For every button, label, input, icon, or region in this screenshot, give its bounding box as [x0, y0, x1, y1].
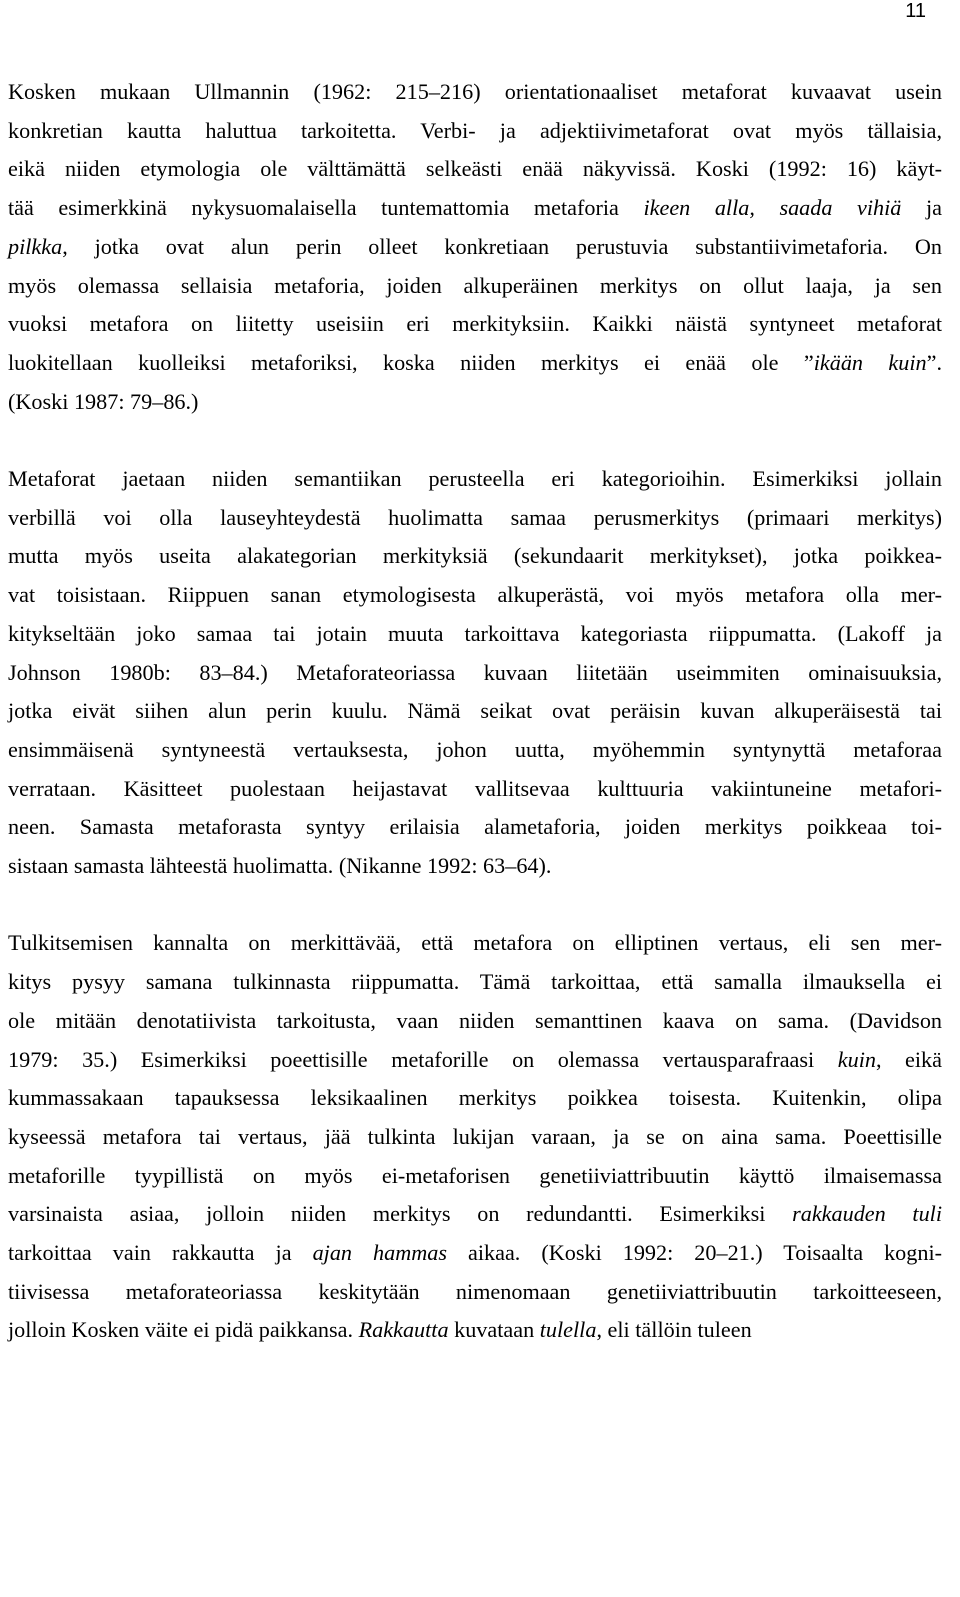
text-segment: luokitellaan kuolleiksi metaforiksi, koska niiden merkitys ei enää ole ” — [8, 349, 814, 375]
text-segment: vuoksi metafora on liitetty useisiin eri merkityksiin. Kaikki näistä syntyneet metaforat — [8, 311, 942, 337]
text-line — [8, 344, 942, 383]
text-line — [8, 383, 942, 422]
italic-term: Rakkautta — [358, 1317, 449, 1343]
text-segment: Metaforat jaetaan niiden semantiikan perusteella eri kategorioihin. Esimerkiksi jollain — [8, 466, 942, 492]
text-segment: (Koski 1987: 79–86.) — [8, 388, 199, 414]
text-line — [8, 1079, 942, 1118]
text-segment: ”. — [926, 349, 942, 375]
page-number: 11 — [905, 0, 926, 22]
text-segment: Johnson 1980b: 83–84.) Metaforateoriassa kuvaan liitetään useimmiten ominaisuuksia, — [8, 659, 942, 685]
paragraph — [8, 460, 942, 886]
paragraph — [8, 924, 942, 1350]
text-line — [8, 150, 942, 189]
text-line — [8, 731, 942, 770]
text-segment: , eli tällöin tuleen — [596, 1317, 752, 1343]
text-line — [8, 615, 942, 654]
text-line — [8, 112, 942, 151]
text-line — [8, 1157, 942, 1196]
text-line — [8, 1195, 942, 1234]
text-segment: ole mitään denotatiivista tarkoitusta, vaan niiden semanttinen kaava on sama. (Davidson — [8, 1007, 942, 1033]
text-line — [8, 499, 942, 538]
text-segment: jotka eivät siihen alun perin kuulu. Nämä seikat ovat peräisin kuvan alkuperäisestä tai — [8, 698, 942, 724]
text-line — [8, 808, 942, 847]
text-segment: tää esimerkkinä nykysuomalaisella tuntemattomia metaforia — [8, 195, 644, 221]
text-segment: Tulkitsemisen kannalta on merkittävää, että metafora on elliptinen vertaus, eli sen mer- — [8, 930, 942, 956]
text-segment: myös olemassa sellaisia metaforia, joiden alkuperäinen merkitys on ollut laaja, ja sen — [8, 272, 942, 298]
text-line — [8, 770, 942, 809]
text-segment: kuvataan — [448, 1317, 540, 1343]
text-line — [8, 460, 942, 499]
text-segment: eikä niiden etymologia ole välttämättä selkeästi enää näkyvissä. Koski (1992: 16) käyt- — [8, 156, 942, 182]
italic-term: kuin — [837, 1046, 876, 1072]
text-line — [8, 847, 942, 886]
text-segment: kitys pysyy samana tulkinnasta riippumatta. Tämä tarkoittaa, että samalla ilmauksella ei — [8, 969, 942, 995]
text-segment: aikaa. (Koski 1992: 20–21.) Toisaalta kogni- — [446, 1240, 942, 1266]
text-segment: ensimmäisenä syntyneestä vertauksesta, johon uutta, myöhemmin syntynyttä metaforaa — [8, 736, 942, 762]
text-line — [8, 692, 942, 731]
text-segment: verrataan. Käsitteet puolestaan heijastavat vallitsevaa kulttuuria vakiintuneine metafori- — [8, 775, 942, 801]
text-line — [8, 654, 942, 693]
text-segment: ja — [901, 195, 942, 221]
text-segment: vat toisistaan. Riippuen sanan etymologisesta alkuperästä, voi myös metafora olla mer- — [8, 582, 943, 608]
text-segment: 1979: 35.) Esimerkiksi poeettisille metaforille on olemassa vertausparafraasi — [8, 1046, 838, 1072]
text-segment: metaforille tyypillistä on myös ei-metaforisen genetiiviattribuutin käyttö ilmaisemassa — [8, 1162, 942, 1188]
text-segment: kyseessä metafora tai vertaus, jää tulkinta lukijan varaan, ja se on aina sama. Poeettisille — [8, 1123, 942, 1149]
text-segment: sistaan samasta lähteestä huolimatta. (Nikanne 1992: 63–64). — [8, 853, 552, 879]
paragraph — [8, 73, 942, 421]
italic-term: ikään kuin — [813, 349, 927, 375]
text-line — [8, 267, 942, 306]
text-segment: , jotka ovat alun perin olleet konkretiaan perustuvia substantiivimetaforia. On — [62, 233, 942, 259]
text-segment: verbillä voi olla lauseyhteydestä huolimatta samaa perusmerkitys (primaari merkitys) — [8, 504, 943, 530]
text-segment: kummassakaan tapauksessa leksikaalinen merkitys poikkea toisesta. Kuitenkin, olipa — [8, 1085, 942, 1111]
text-line — [8, 576, 942, 615]
text-segment: , eikä — [875, 1046, 942, 1072]
text-segment: neen. Samasta metaforasta syntyy erilaisia alametaforia, joiden merkitys poikkeaa toi- — [8, 814, 942, 840]
text-segment: tarkoittaa vain rakkautta ja — [8, 1240, 313, 1266]
italic-term: tulella — [539, 1317, 597, 1343]
text-line — [8, 73, 942, 112]
text-line — [8, 305, 942, 344]
italic-term: ajan hammas — [312, 1240, 447, 1266]
text-line — [8, 1234, 942, 1273]
text-segment: Kosken mukaan Ullmannin (1962: 215–216) orientationaaliset metaforat kuvaavat usein — [8, 79, 942, 104]
text-line — [8, 189, 942, 228]
text-segment: konkretian kautta haluttua tarkoitetta. Verbi- ja adjektiivimetaforat ovat myös tällaisia, — [8, 117, 942, 143]
text-line — [8, 1118, 942, 1157]
italic-term: rakkauden tuli — [792, 1201, 943, 1227]
text-line — [8, 963, 942, 1002]
text-line — [8, 1002, 942, 1041]
text-line — [8, 537, 942, 576]
text-segment: jolloin Kosken väite ei pidä paikkansa. — [8, 1317, 359, 1343]
text-line — [8, 1041, 942, 1080]
italic-term: ikeen alla, saada vihiä — [643, 195, 902, 221]
text-segment: mutta myös useita alakategorian merkityksiä (sekundaarit merkitykset), jotka poikkea- — [8, 543, 942, 569]
italic-term: pilkka — [8, 233, 63, 259]
text-line — [8, 228, 942, 267]
text-segment: kitykseltään joko samaa tai jotain muuta tarkoittava kategoriasta riippumatta. (Lakoff ja — [8, 620, 942, 646]
text-line — [8, 1311, 942, 1350]
text-segment: varsinaista asiaa, jolloin niiden merkitys on redundantti. Esimerkiksi — [8, 1201, 793, 1227]
text-line — [8, 1273, 942, 1312]
text-segment: tiivisessa metaforateoriassa keskitytään nimenomaan genetiiviattribuutin tarkoitteeseen, — [8, 1278, 942, 1304]
document-body — [8, 73, 942, 1350]
text-line — [8, 924, 942, 963]
